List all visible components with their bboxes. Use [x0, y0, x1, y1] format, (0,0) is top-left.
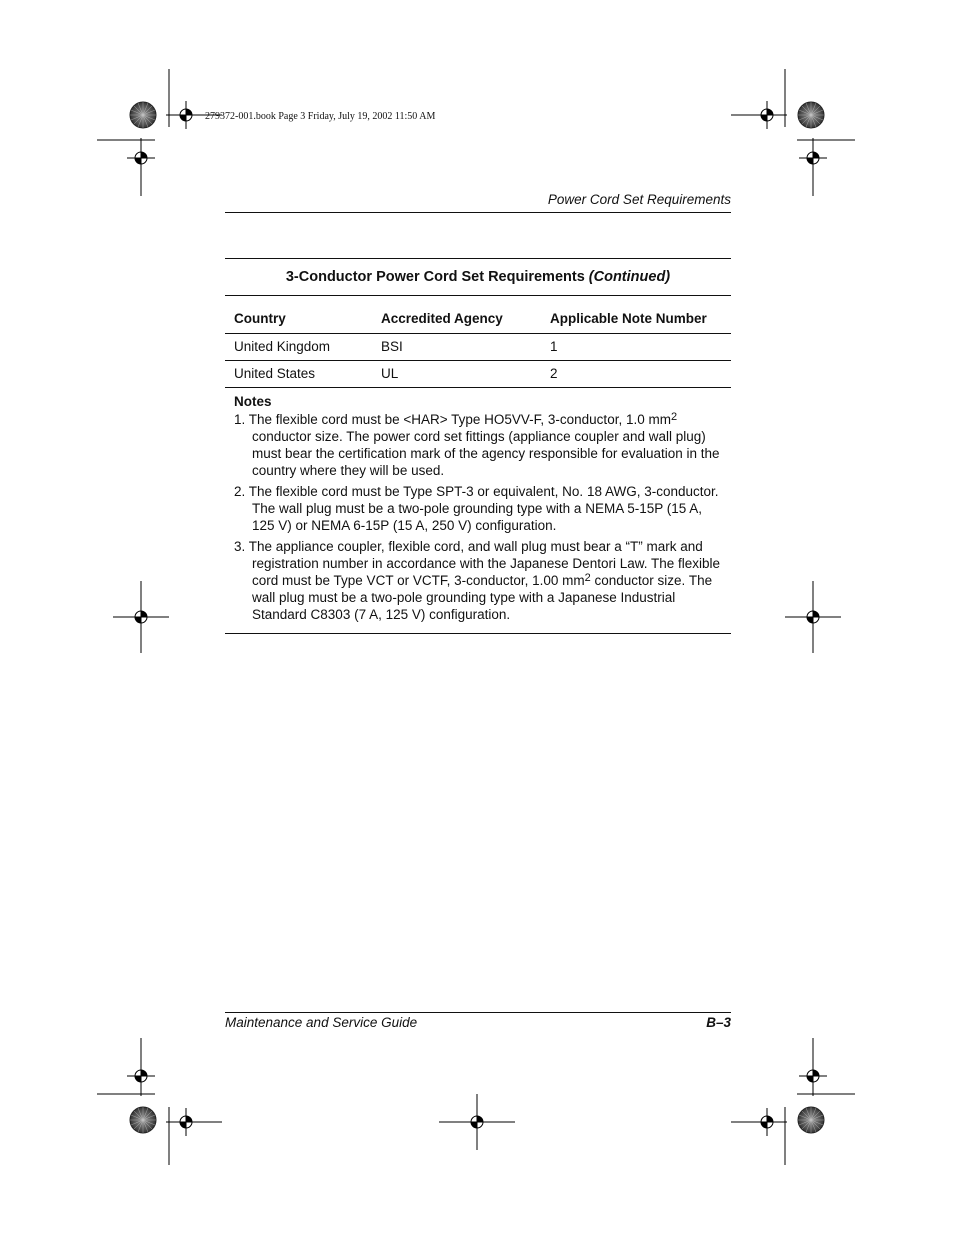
- table-header-row: [225, 296, 731, 334]
- header-country: Country: [234, 311, 286, 326]
- cell-country: United Kingdom: [234, 339, 331, 354]
- cell-agency: BSI: [381, 339, 403, 354]
- table-row: [225, 334, 731, 361]
- cell-country: United States: [234, 366, 316, 381]
- note-1: [234, 411, 731, 479]
- note-2: 2. The flexible cord must be Type SPT-3 or equivalent, No. 18 AWG, 3-conductor. The wall plug must be a two-pole grounding type with a NEMA 5-15P (15 A, 125 V) or NEMA 6-15P (15 A, 250 V) configuration.: [234, 484, 719, 533]
- note-1-text-a: 1. The flexible cord must be <HAR> Type HO5VV-F, 3-conductor, 1.0 mm: [234, 412, 671, 427]
- table-title: [225, 258, 731, 296]
- note-1-text-b: conductor size. The power cord set fittings (appliance coupler and wall plug) must bear the certification mark of the agency responsible for evaluation in the country where they will be used.: [252, 429, 720, 478]
- header-note-number: Applicable Note Number: [550, 311, 707, 326]
- cell-note-number: 2: [550, 366, 558, 381]
- page-number: B–3: [706, 1015, 731, 1030]
- table-notes: [225, 388, 731, 634]
- table-title-text: 3-Conductor Power Cord Set Requirements: [285, 269, 585, 285]
- power-cord-table: [225, 258, 731, 634]
- note-3-text-a: 3. The appliance coupler, flexible cord, and wall plug must bear a “T” mark and registration number in accordance with the Japanese Dentori Law. The flexible cord must be Type VCT or VCTF, 3-conductor, 1.00 mm: [234, 539, 721, 588]
- note-1-superscript: 2: [670, 411, 678, 423]
- note-3-text-b: conductor size. The wall plug must be a two-pole grounding type with a Japanese Industrial Standard C8303 (7 A, 125 V) configuration.: [252, 573, 713, 622]
- cell-note-number: 1: [550, 339, 558, 354]
- cell-agency: UL: [381, 366, 399, 381]
- note-3-superscript: 2: [584, 572, 591, 584]
- book-info-line: 279372-001.book Page 3 Friday, July 19, 2002 11:50 AM: [205, 111, 436, 122]
- page-footer: [225, 1012, 731, 1030]
- table-row: [225, 361, 731, 388]
- header-agency: Accredited Agency: [381, 311, 503, 326]
- running-head: Power Cord Set Requirements: [225, 192, 731, 213]
- table-title-suffix: (Continued): [588, 269, 671, 285]
- notes-heading: Notes: [234, 394, 272, 409]
- footer-guide-title: Maintenance and Service Guide: [225, 1015, 418, 1030]
- note-3: [234, 538, 731, 623]
